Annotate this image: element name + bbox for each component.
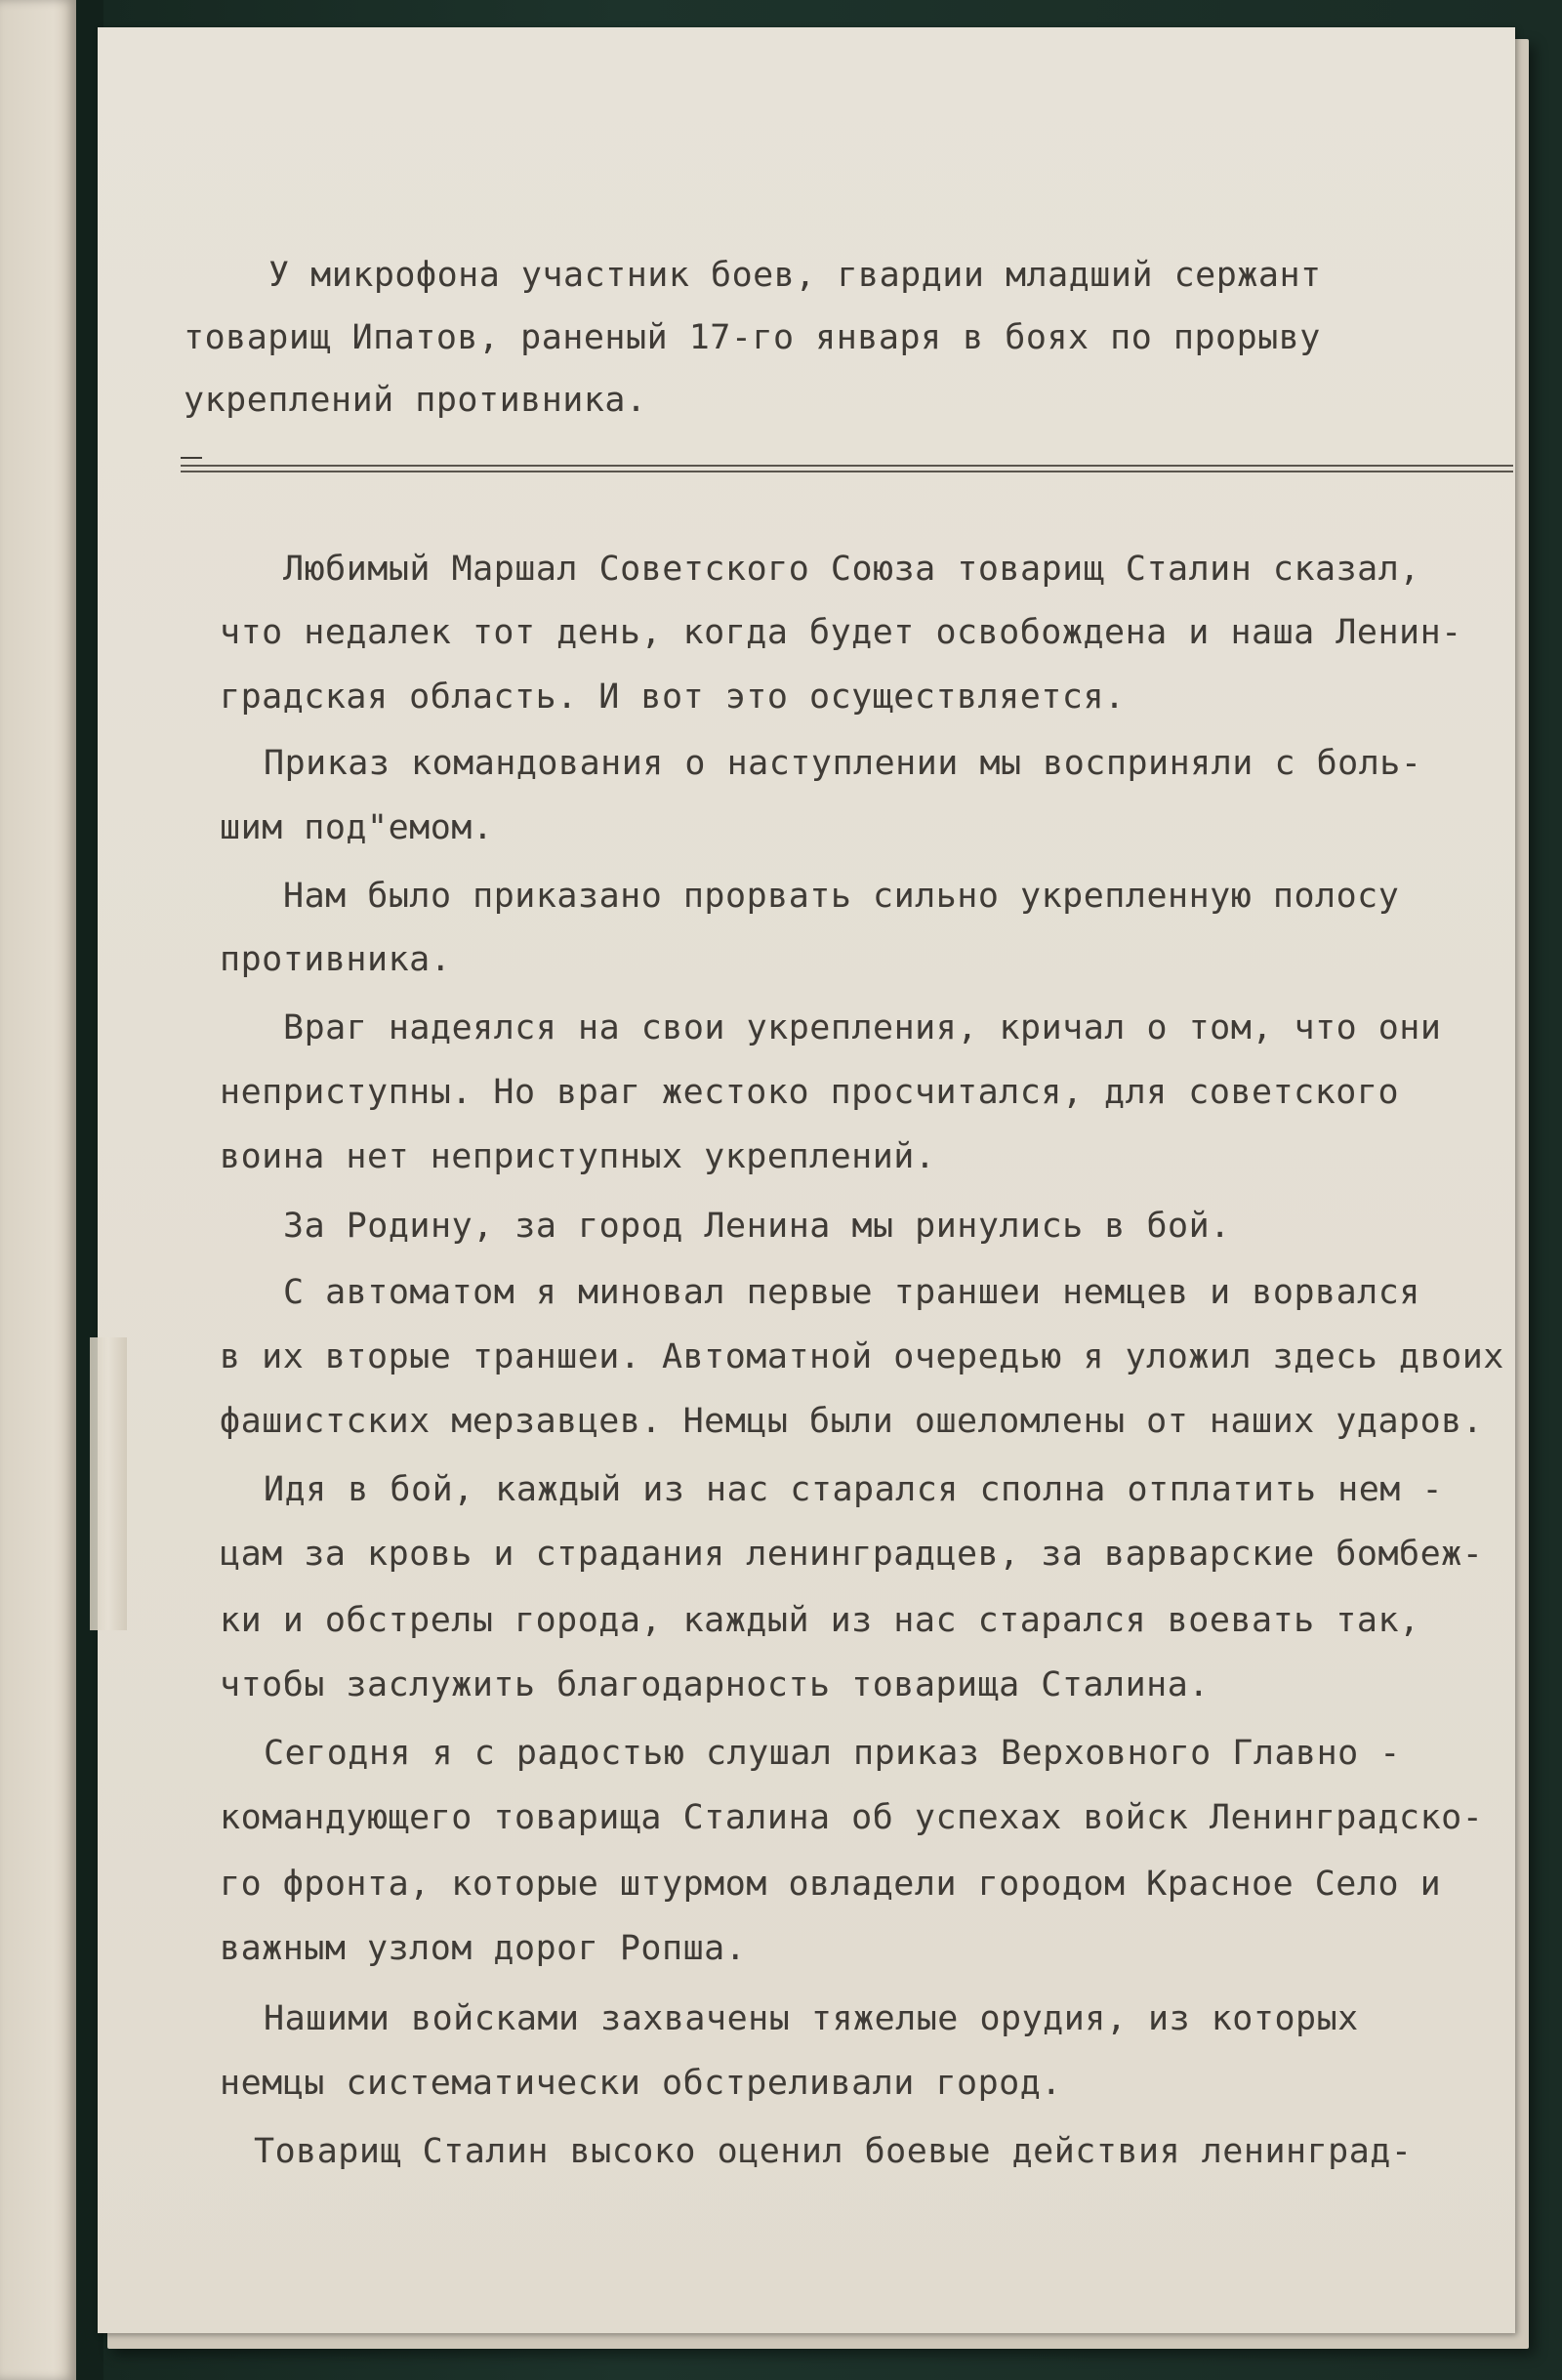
body-line: За Родину, за город Ленина мы ринулись в бой. [283,1207,1231,1246]
body-line: противника. [220,940,452,979]
previous-page-edge [0,0,76,2380]
intro-line: У микрофона участник боев, гвардии младший сержант [268,256,1322,295]
body-line: ки и обстрелы города, каждый из нас старался воевать так, [220,1601,1420,1640]
body-line: Сегодня я с радостью слушал приказ Верховного Главно - [264,1734,1401,1773]
separator-mark [181,457,202,459]
body-line: Товарищ Сталин высоко оценил боевые действия ленинград- [254,2132,1413,2171]
body-line: Приказ командования о наступлении мы восприняли с боль- [264,744,1422,783]
body-line: фашистских мерзавцев. Немцы были ошеломлены от наших ударов. [220,1402,1484,1441]
body-line: важным узлом дорог Ропша. [220,1929,747,1968]
binding-tape [90,1337,127,1630]
intro-line: товарищ Ипатов, раненый 17-го января в боях по прорыву [184,318,1321,357]
body-line: чтобы заслужить благодарность товарища Сталина. [220,1665,1210,1704]
body-line: немцы систематически обстреливали город. [220,2064,1062,2103]
body-line: что недалек тот день, когда будет освобождена и наша Ленин- [220,613,1462,652]
body-line: в их вторые траншеи. Автоматной очередью я уложил здесь двоих [220,1337,1504,1376]
body-line: го фронта, которые штурмом овладели городом Красное Село и [220,1865,1442,1904]
intro-line: укреплений противника. [184,381,647,420]
body-line: Нам было приказано прорвать сильно укрепленную полосу [283,877,1400,916]
body-line: Любимый Маршал Советского Союза товарищ Сталин сказал, [283,550,1420,589]
body-line: цам за кровь и страдания ленинградцев, за варварские бомбеж- [220,1535,1484,1574]
body-line: Враг надеялся на свои укрепления, кричал о том, что они [283,1008,1442,1047]
body-line: воина нет неприступных укреплений. [220,1137,936,1176]
body-line: градская область. И вот это осуществляется. [220,677,1126,717]
body-line: Идя в бой, каждый из нас старался сполна отплатить нем - [264,1470,1444,1509]
body-line: шим под"емом. [220,808,494,847]
separator-rule [181,465,1513,467]
separator-rule [181,471,1513,472]
document-page [98,27,1515,2333]
body-line: командующего товарища Сталина об успехах войск Ленинградско- [220,1798,1484,1837]
body-line: Нашими войсками захвачены тяжелые орудия, из которых [264,1999,1359,2038]
body-line: неприступны. Но враг жестоко просчитался, для советского [220,1073,1400,1112]
body-line: С автоматом я миновал первые траншеи немцев и ворвался [283,1273,1420,1312]
